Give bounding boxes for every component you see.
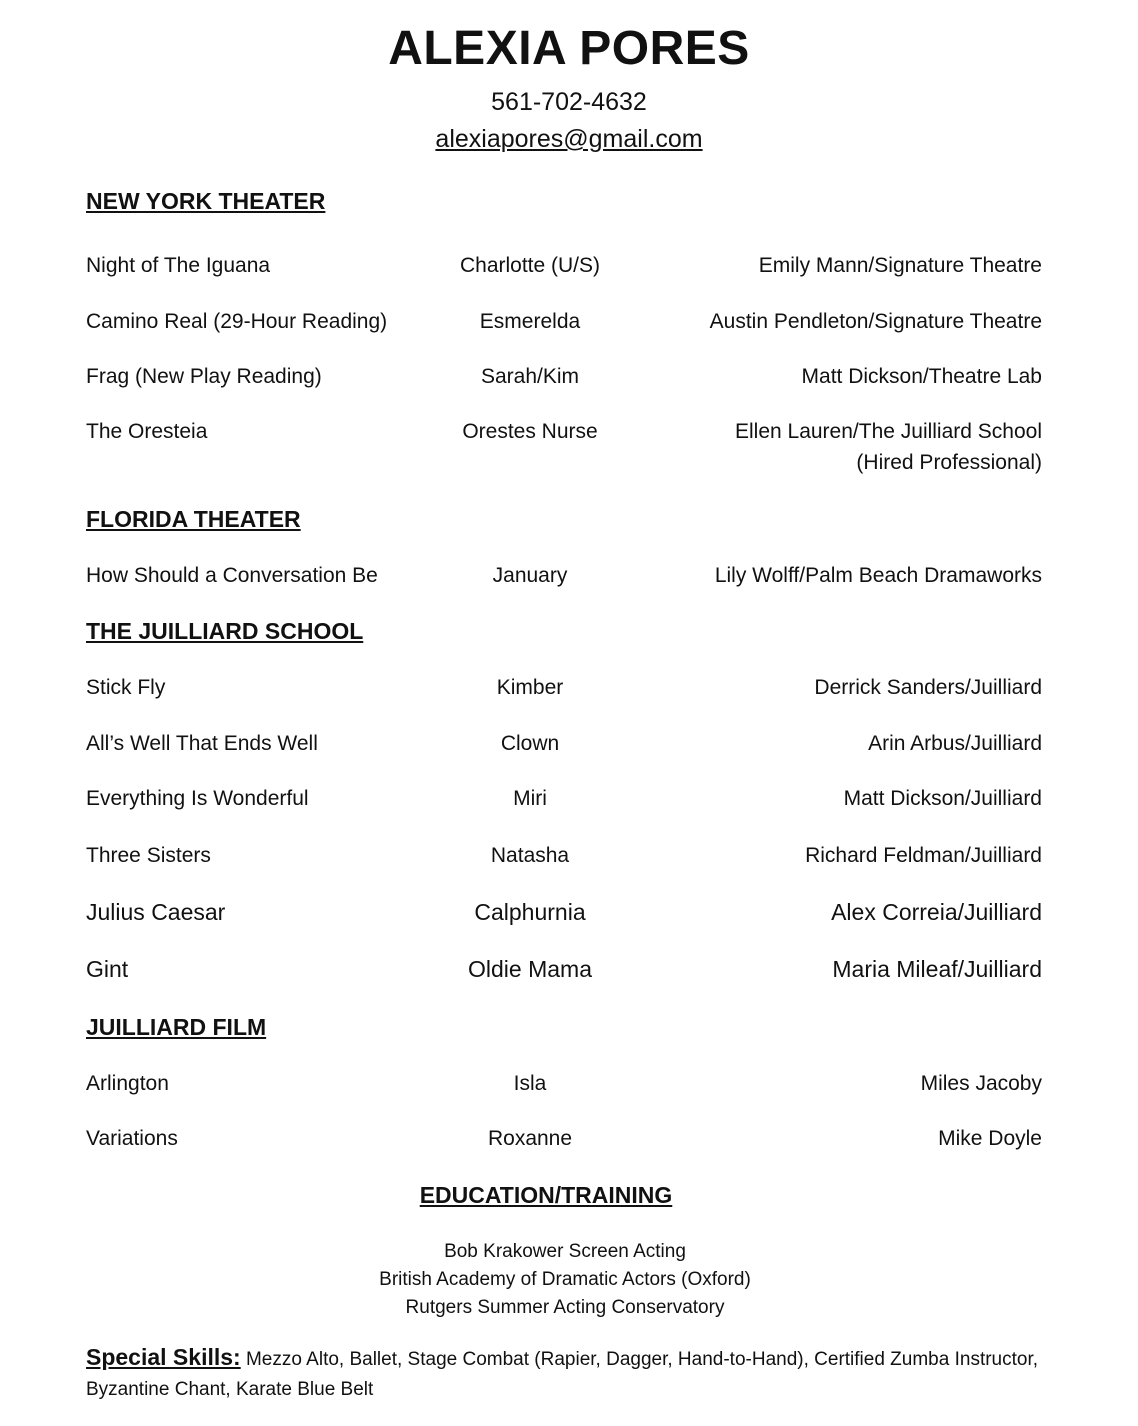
credit-role: Orestes Nurse: [462, 420, 598, 443]
credit-director: Emily Mann/Signature Theatre: [758, 254, 1042, 277]
credit-role: January: [492, 564, 568, 587]
heading-education-training: EDUCATION/TRAINING: [419, 1182, 673, 1208]
credit-title: Gint: [86, 956, 129, 982]
credit-title: Three Sisters: [86, 844, 211, 867]
credit-row: [0, 1069, 1138, 1103]
credit-role: Kimber: [496, 676, 564, 699]
credit-row: [0, 307, 1138, 341]
credit-role: Esmerelda: [479, 310, 581, 333]
credit-title: How Should a Conversation Be: [86, 564, 378, 587]
email-link[interactable]: alexiapores@gmail.com: [435, 125, 703, 153]
credit-title: Frag (New Play Reading): [86, 365, 322, 388]
training-item: British Academy of Dramatic Actors (Oxford): [379, 1269, 751, 1290]
special-skills-label: Special Skills:: [86, 1344, 241, 1370]
training-item: Rutgers Summer Acting Conservatory: [405, 1297, 725, 1318]
credit-director: Alex Correia/Juilliard: [831, 899, 1042, 925]
credit-role: Isla: [513, 1072, 547, 1095]
credit-director: Mike Doyle: [938, 1127, 1042, 1150]
credit-role: Sarah/Kim: [480, 365, 580, 388]
credit-row: [0, 841, 1138, 875]
training-item: Bob Krakower Screen Acting: [444, 1241, 686, 1262]
credit-role: Natasha: [490, 844, 570, 867]
training-list: [0, 1238, 1130, 1322]
credit-title: Arlington: [86, 1072, 169, 1095]
credit-role: Oldie Mama: [468, 956, 592, 982]
credit-title: Julius Caesar: [86, 899, 226, 925]
credit-row: [0, 251, 1138, 285]
credit-director: Austin Pendleton/Signature Theatre: [709, 310, 1042, 333]
credit-row: [0, 417, 1138, 451]
heading-florida-theater: FLORIDA THEATER: [86, 506, 301, 532]
credit-title: Camino Real (29-Hour Reading): [86, 310, 388, 333]
credit-director: Matt Dickson/Juilliard: [843, 787, 1042, 810]
credit-row: [0, 784, 1138, 818]
credit-director: Miles Jacoby: [920, 1072, 1042, 1095]
credit-director: Ellen Lauren/The Juilliard School: [734, 420, 1042, 443]
credit-row: [0, 729, 1138, 763]
credit-note: (Hired Professional): [856, 451, 1042, 474]
credit-row: [0, 561, 1138, 595]
credit-role: Clown: [500, 732, 560, 755]
credit-director: Arin Arbus/Juilliard: [868, 732, 1042, 755]
credit-director: Lily Wolff/Palm Beach Dramaworks: [714, 564, 1042, 587]
credit-role: Calphurnia: [474, 899, 586, 925]
credit-title: Night of The Iguana: [86, 254, 271, 277]
credit-title: Everything Is Wonderful: [86, 787, 309, 810]
heading-new-york-theater: NEW YORK THEATER: [86, 188, 326, 214]
email-row: [0, 123, 1138, 155]
credit-row: [0, 362, 1138, 396]
credit-title: All’s Well That Ends Well: [86, 732, 318, 755]
credit-role: Miri: [513, 787, 547, 810]
credit-title: Stick Fly: [86, 676, 166, 699]
credit-director: Derrick Sanders/Juilliard: [814, 676, 1042, 699]
phone-number: 561-702-4632: [491, 88, 647, 116]
credit-title: Variations: [86, 1127, 178, 1150]
credit-director: Maria Mileaf/Juilliard: [832, 956, 1042, 982]
credit-row: [0, 1124, 1138, 1158]
actor-name: ALEXIA PORES: [388, 22, 750, 75]
special-skills-text: Mezzo Alto, Ballet, Stage Combat (Rapier, Dagger, Hand-to-Hand), Certified Zumba Instructor, Byzantine Chant, Karate Blue Belt: [86, 1349, 1039, 1400]
heading-juilliard-film: JUILLIARD FILM: [86, 1014, 267, 1040]
credit-row: [0, 673, 1138, 707]
credit-director: Richard Feldman/Juilliard: [805, 844, 1042, 867]
special-skills: [86, 1342, 1046, 1405]
heading-juilliard-school: THE JUILLIARD SCHOOL: [86, 618, 364, 644]
credit-role: Roxanne: [487, 1127, 573, 1150]
credit-role: Charlotte (U/S): [459, 254, 601, 277]
credit-title: The Oresteia: [86, 420, 208, 443]
credit-row: [0, 954, 1138, 988]
credit-director: Matt Dickson/Theatre Lab: [801, 365, 1042, 388]
credit-row: [0, 897, 1138, 931]
